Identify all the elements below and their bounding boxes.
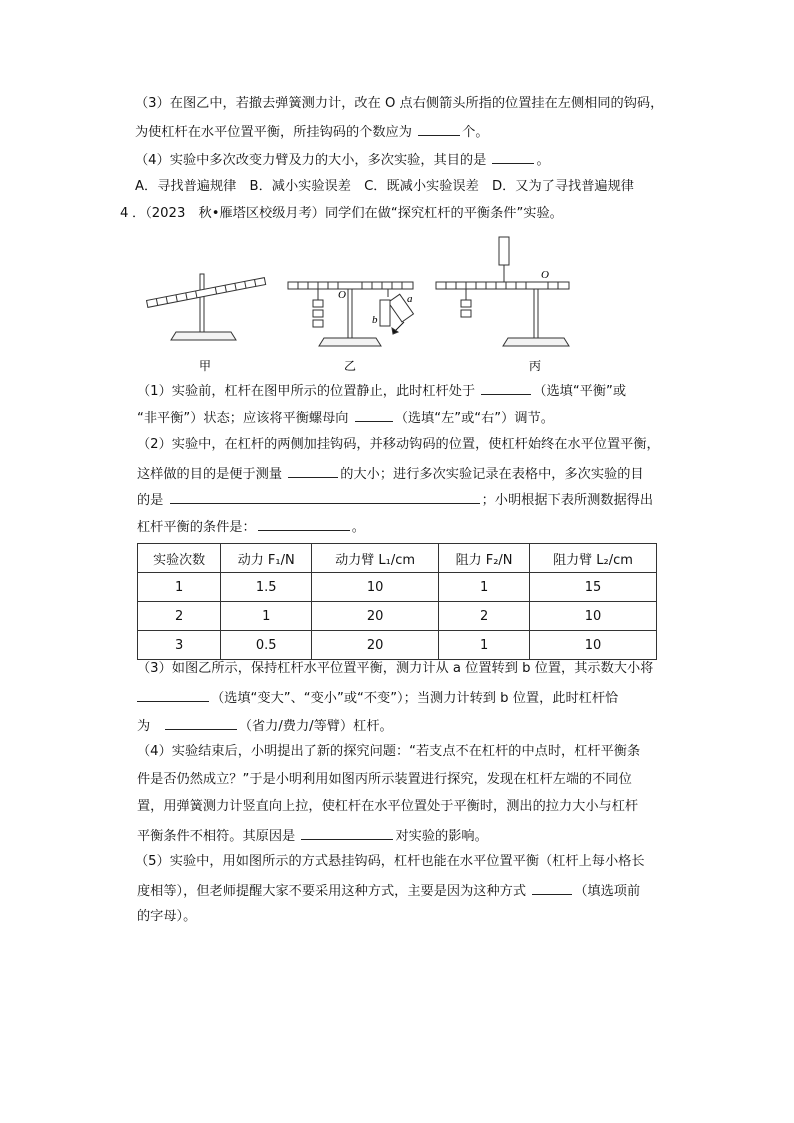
answer-blank[interactable] [481,381,531,395]
table-header: 阻力 F₂/N [439,544,530,573]
table-cell: 1 [439,573,530,602]
table-cell: 10 [530,602,657,631]
p5-text-b: （填选项前 [574,884,641,899]
tilted-lever [147,278,266,308]
data-table [137,543,657,660]
label-bing: 丙 [529,359,542,373]
table-cell: 2 [439,602,530,631]
table-cell: 1 [221,602,312,631]
figure-bing [436,237,569,346]
answer-blank[interactable] [418,122,460,136]
p2-text-c: 的是 [137,493,164,508]
question-stem [132,205,563,223]
p2-line-3 [137,490,653,510]
answer-blank[interactable] [170,490,480,504]
answer-blank[interactable] [492,150,534,164]
p4-text-d: 平衡条件不相符。其原因是 [137,829,296,844]
q4-text-a: （4）实验中多次改变力臂及力的大小，多次实验，其目的是 [135,153,487,168]
p2-line-1 [137,436,660,454]
table-cell: 10 [312,573,439,602]
answer-blank[interactable] [288,464,338,478]
p2-text-e: 杠杆平衡的条件是： [137,520,256,535]
q4-options [135,178,634,196]
p1-text-d: （选填“左”或“右”）调节。 [394,411,554,426]
q3-line-1 [135,95,663,113]
p5-text: （5）实验中，用如图所示的方式悬挂钩码，杠杆也能在水平位置平衡（杠杆上每小格长 [135,854,645,869]
question-number: 4 [120,206,129,221]
p3-line-3 [137,716,393,736]
p5-line-3 [137,908,196,926]
answer-blank[interactable] [355,408,393,422]
label-o-bing: O [541,269,549,281]
p3-text-b: （选填“变大”、“变小”或“不变”）；当测力计转到 b 位置，此时杠杆恰 [211,691,619,706]
stand-pole [200,274,204,332]
table-cell: 15 [530,573,657,602]
p5-line-2 [137,881,640,901]
table-header: 动力 F₁/N [221,544,312,573]
label-b: b [372,314,378,326]
p5-text-a: 度相等），但老师提醒大家不要采用这种方式，主要是因为这种方式 [137,884,527,899]
p1-text-a: （1）实验前，杠杆在图甲所示的位置静止，此时杠杆处于 [137,384,476,399]
q4-options-text: A．寻找普遍规律 B．减小实验误差 C．既减小实验误差 D．又为了寻找普遍规律 [135,179,634,194]
table-cell: 20 [312,602,439,631]
p4-line-3 [137,798,638,816]
table-header: 阻力臂 L₂/cm [530,544,657,573]
table-row [138,602,657,631]
p2-text-b: 的大小；进行多次实验记录在表格中，多次实验的目 [340,467,644,482]
p5-line-1 [135,853,645,871]
table-cell: 0.5 [221,631,312,660]
p4-text-e: 对实验的影响。 [395,829,488,844]
p2-text-d: ；小明根据下表所测数据得出 [481,493,654,508]
answer-blank[interactable] [137,688,209,702]
p4-line-2 [137,771,632,789]
p4-text-b: 件是否仍然成立？”于是小明利用如图丙所示装置进行探究，发现在杠杆左端的不同位 [137,772,632,787]
p3-line-1 [137,660,653,678]
table-cell: 1.5 [221,573,312,602]
table-cell: 1 [439,631,530,660]
answer-blank[interactable] [165,716,237,730]
p3-line-2 [137,688,618,708]
table-row [138,631,657,660]
p4-line-4 [137,826,488,846]
p4-text: （4）实验结束后，小明提出了新的探究问题：“若支点不在杠杆的中点时，杠杆平衡条 [137,744,641,759]
table-cell: 10 [530,631,657,660]
answer-blank[interactable] [301,826,393,840]
lever-figure [136,232,576,377]
q3-text-a: 为使杠杆在水平位置平衡，所挂钩码的个数应为 [135,125,412,140]
p3-text-d: （省力/费力/等臂）杠杆。 [238,719,393,734]
q3-line-2 [135,122,489,142]
answer-blank[interactable] [532,881,572,895]
p2-text-f: 。 [351,520,365,535]
p4-line-1 [137,743,640,761]
label-o-yi: O [338,289,346,301]
p4-text-c: 置，用弹簧测力计竖直向上拉，使杠杆在水平位置处于平衡时，测出的拉力大小与杠杆 [137,799,639,814]
figure-yi [288,282,413,346]
table-cell: 2 [138,602,221,631]
q3-text: （3）在图乙中，若撤去弹簧测力计，改在 O 点右侧箭头所指的位置挂在左侧相同的钩码， [135,96,664,111]
figure-jia [147,274,266,340]
table-cell: 3 [138,631,221,660]
p1-text-b: （选填“平衡”或 [533,384,627,399]
stand-base [171,332,236,340]
label-a: a [407,293,413,305]
table-cell: 1 [138,573,221,602]
q4-line-1 [135,150,550,170]
table-header: 动力臂 L₁/cm [312,544,439,573]
table-header: 实验次数 [138,544,221,573]
p1-line-1 [137,381,626,401]
p2-text-a: 这样做的目的是便于测量 [137,467,283,482]
q3-text-b: 个。 [462,125,489,140]
p3-text-c: 为 [137,719,151,734]
p2-line-4 [137,517,365,537]
label-yi: 乙 [344,359,357,373]
table-cell: 20 [312,631,439,660]
p1-text-c: “非平衡”）状态；应该将平衡螺母向 [137,411,349,426]
answer-blank[interactable] [258,517,350,531]
table-row [138,573,657,602]
stem-text: ．（2023 秋•雁塔区校级月考）同学们在做“探究杠杆的平衡条件”实验。 [132,206,563,221]
p3-text: （3）如图乙所示，保持杠杆水平位置平衡，测力计从 a 位置转到 b 位置，其示数大小将 [137,661,654,676]
label-jia: 甲 [199,359,212,373]
p2-line-2 [137,464,644,484]
p2-text: （2）实验中，在杠杆的两侧加挂钩码，并移动钩码的位置，使杠杆始终在水平位置平衡， [137,437,660,452]
p1-line-2 [137,408,554,428]
q4-text-b: 。 [536,153,550,168]
p5-text-c: 的字母）。 [137,909,197,924]
table-header-row [138,544,657,573]
